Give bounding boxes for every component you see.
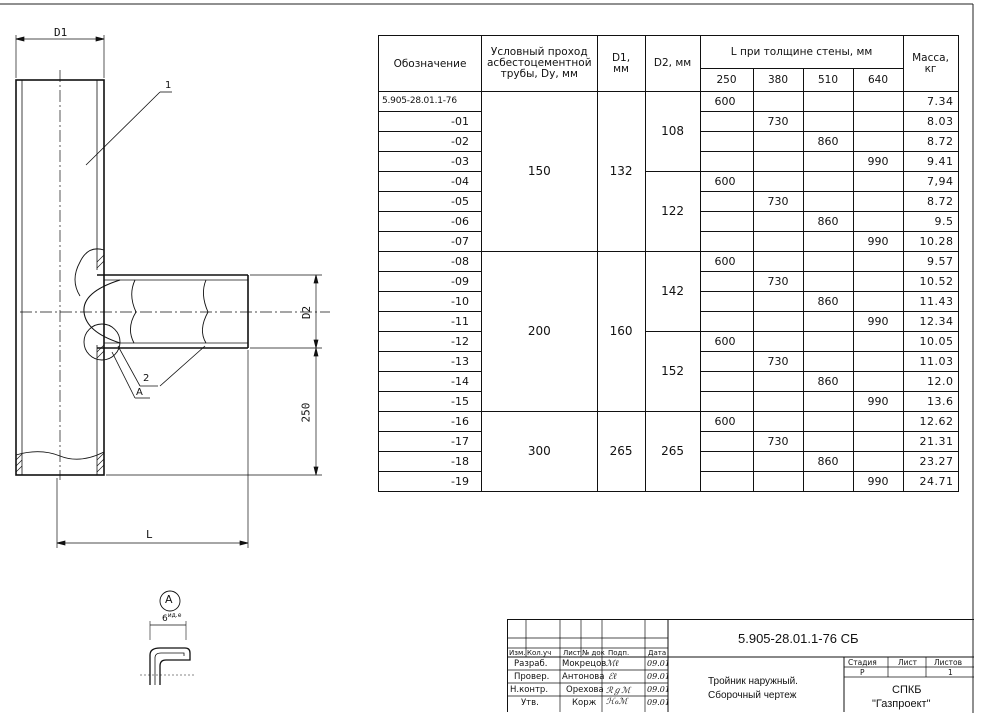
cell-l-value [700,432,753,452]
cell-l-value [700,272,753,292]
cell-l-value [803,272,853,292]
cell-mass: 23.27 [903,452,958,472]
cell-l-value [700,192,753,212]
cell-l-value [753,472,803,492]
cell-l-value [853,332,903,352]
cell-designation: -09 [379,272,482,292]
cell-designation: -18 [379,452,482,472]
cell-designation: -12 [379,332,482,352]
cell-l-value: 860 [803,372,853,392]
cell-l-value [700,152,753,172]
cell-mass: 9.5 [903,212,958,232]
stamp-col-izm: Изм. [509,649,526,657]
stamp-col-ndok: № док [582,649,605,657]
stamp-name-utv: Корж [572,698,597,708]
cell-l-value [700,452,753,472]
stamp-col-list: Лист [563,649,581,657]
cell-mass: 8.72 [903,132,958,152]
cell-mass: 12.62 [903,412,958,432]
stamp-name-razrab: Мокрецов [562,659,607,669]
cell-designation: -04 [379,172,482,192]
cell-mass: 7.34 [903,92,958,112]
col-header-mass: Масса, кг [903,36,958,92]
cell-l-value [803,192,853,212]
cell-l-value [853,372,903,392]
cell-mass: 9.41 [903,152,958,172]
cell-dy: 300 [482,412,598,492]
stamp-org-line2: "Газпроект" [872,698,931,710]
cell-l-value [753,152,803,172]
cell-l-value [853,432,903,452]
cell-l-value [853,412,903,432]
cell-l-value [803,92,853,112]
cell-l-value [853,212,903,232]
cell-l-value [753,372,803,392]
cell-designation: -06 [379,212,482,232]
cell-designation: -16 [379,412,482,432]
cell-l-value [700,212,753,232]
cell-designation: -13 [379,352,482,372]
cell-l-value [803,412,853,432]
cell-l-value [853,192,903,212]
cell-l-value [700,352,753,372]
cell-l-value [753,392,803,412]
dim-label-d2: D2 [300,305,314,320]
signature-2: ℰℓ [608,672,617,682]
cell-l-value [753,312,803,332]
cell-mass: 10.28 [903,232,958,252]
cell-l-value [853,292,903,312]
cell-l-value [753,132,803,152]
cell-d2: 108 [645,92,700,172]
cell-l-value [853,112,903,132]
cell-designation: -03 [379,152,482,172]
cell-l-value [753,292,803,312]
cell-mass: 10.05 [903,332,958,352]
detail-a-circle [84,324,120,360]
cell-designation: -15 [379,392,482,412]
col-header-l-380: 380 [753,69,803,92]
stamp-col-koluch: Кол.уч [527,649,552,657]
cell-mass: 11.43 [903,292,958,312]
cell-l-value [853,132,903,152]
cell-l-value [853,452,903,472]
cell-l-value [803,172,853,192]
cell-l-value: 730 [753,272,803,292]
cell-l-value [753,452,803,472]
col-header-designation: Обозначение [379,36,482,92]
cell-l-value [700,232,753,252]
cell-d1: 132 [597,92,645,252]
cell-designation: -19 [379,472,482,492]
cell-l-value: 730 [753,192,803,212]
callout-a: A [136,387,143,398]
stamp-org-line1: СПКБ [892,684,922,696]
table-row [379,172,959,192]
cell-mass: 12.0 [903,372,958,392]
cell-l-value [803,472,853,492]
cell-mass: 10.52 [903,272,958,292]
stamp-stage-head: Стадия [848,658,877,667]
stamp-role-razrab: Разраб. [514,659,548,669]
col-header-l-250: 250 [700,69,753,92]
cell-l-value [700,372,753,392]
signature-3: ℛℊℳ [606,686,631,696]
stamp-sheet-head: Лист [898,658,918,667]
stamp-title-line2: Сборочный чертеж [708,690,797,701]
stamp-role-nkontr: Н.контр. [510,685,549,695]
cell-designation: -14 [379,372,482,392]
table-row [379,92,959,112]
cell-l-value [853,272,903,292]
dim-label-l: L [146,528,153,541]
cell-designation: -10 [379,292,482,312]
cell-l-value: 860 [803,132,853,152]
cell-mass: 11.03 [903,352,958,372]
signature-1: ℳℓ [606,659,619,669]
cell-designation: -02 [379,132,482,152]
stamp-col-podp: Подп. [608,649,630,657]
stamp-role-utv: Утв. [521,698,539,708]
stamp-role-prover: Провер. [514,672,550,682]
cell-l-value [753,92,803,112]
cell-l-value [700,112,753,132]
cell-l-value: 600 [700,332,753,352]
main-pipe [16,70,104,480]
detail-a-label: A [165,593,173,606]
table-header-row [379,36,959,69]
cell-l-value [700,292,753,312]
cell-designation: -08 [379,252,482,272]
cell-designation: -07 [379,232,482,252]
callout-2: 2 [143,373,150,384]
stamp-stage-val: Р [860,668,865,677]
col-header-l-group: L при толщине стены, мм [700,36,903,69]
cell-l-value [753,232,803,252]
cell-l-value [853,172,903,192]
cell-mass: 12.34 [903,312,958,332]
cell-designation: -17 [379,432,482,452]
cell-l-value [853,352,903,372]
col-header-nominal: Условный проход асбестоцементной трубы, Dy, мм [482,36,598,92]
callout-1: 1 [165,80,172,91]
cell-d2: 152 [645,332,700,412]
table-row [379,332,959,352]
cell-l-value [700,312,753,332]
cell-l-value [753,172,803,192]
cell-mass: 13.6 [903,392,958,412]
stamp-sheets-head: Листов [934,658,963,667]
stamp-date-1: 09.01 [647,659,670,668]
cell-l-value [803,252,853,272]
cell-l-value [853,92,903,112]
cell-l-value: 860 [803,292,853,312]
stamp-name-nkontr: Орехова [566,685,604,695]
cell-l-value [753,332,803,352]
cell-l-value [803,312,853,332]
cell-d2: 122 [645,172,700,252]
cell-mass: 9.57 [903,252,958,272]
table-row [379,412,959,432]
cell-l-value: 600 [700,172,753,192]
stamp-date-4: 09.01 [647,698,670,707]
stamp-title-line1: Тройник наружный. [708,676,798,687]
cell-l-value [803,352,853,372]
cell-l-value: 860 [803,212,853,232]
stamp-name-prover: Антонова [562,672,605,682]
cell-designation: 5.905-28.01.1-76 [379,92,482,112]
cell-l-value: 730 [753,432,803,452]
stamp-date-3: 09.01 [647,685,670,694]
cell-l-value [803,432,853,452]
cell-l-value [753,412,803,432]
cell-l-value: 730 [753,112,803,132]
cell-d2: 265 [645,412,700,492]
cell-mass: 8.72 [903,192,958,212]
cell-mass: 24.71 [903,472,958,492]
cell-l-value: 990 [853,152,903,172]
detail-dim-label: $6^{ид.е}$ [162,612,182,624]
stamp-date-2: 09.01 [647,672,670,681]
col-header-d2: D2, мм [645,36,700,92]
cell-dy: 200 [482,252,598,412]
cell-l-value [853,252,903,272]
cell-mass: 8.03 [903,112,958,132]
cell-d2: 142 [645,252,700,332]
cell-l-value: 990 [853,472,903,492]
specification-table [378,35,959,492]
cell-l-value [803,232,853,252]
cell-mass: 7,94 [903,172,958,192]
cell-designation: -11 [379,312,482,332]
stamp-doc-code: 5.905-28.01.1-76 СБ [738,631,859,646]
cell-l-value [753,212,803,232]
cell-dy: 150 [482,92,598,252]
cell-l-value: 990 [853,312,903,332]
cell-l-value [803,152,853,172]
cell-l-value [803,112,853,132]
cell-l-value: 860 [803,452,853,472]
cell-l-value [700,472,753,492]
dim-label-d1: D1 [54,26,68,39]
stamp-col-data: Дата [648,649,667,657]
cell-l-value: 600 [700,92,753,112]
cell-l-value [753,252,803,272]
title-block [507,619,974,712]
cell-l-value: 600 [700,412,753,432]
signature-4: ℋℴℳ [606,697,628,707]
branch-pipe [20,275,330,348]
col-header-l-510: 510 [803,69,853,92]
cell-l-value [700,392,753,412]
cell-l-value [803,392,853,412]
dim-label-250: 250 [299,402,313,423]
cell-l-value [700,132,753,152]
col-header-l-640: 640 [853,69,903,92]
cell-l-value: 730 [753,352,803,372]
cell-d1: 265 [597,412,645,492]
cell-d1: 160 [597,252,645,412]
stamp-sheets-val: 1 [948,668,953,677]
cell-designation: -01 [379,112,482,132]
table-row [379,252,959,272]
cell-designation: -05 [379,192,482,212]
cell-l-value: 990 [853,392,903,412]
cell-l-value: 600 [700,252,753,272]
cell-l-value: 990 [853,232,903,252]
cell-mass: 21.31 [903,432,958,452]
col-header-d1: D1, мм [597,36,645,92]
cell-l-value [803,332,853,352]
